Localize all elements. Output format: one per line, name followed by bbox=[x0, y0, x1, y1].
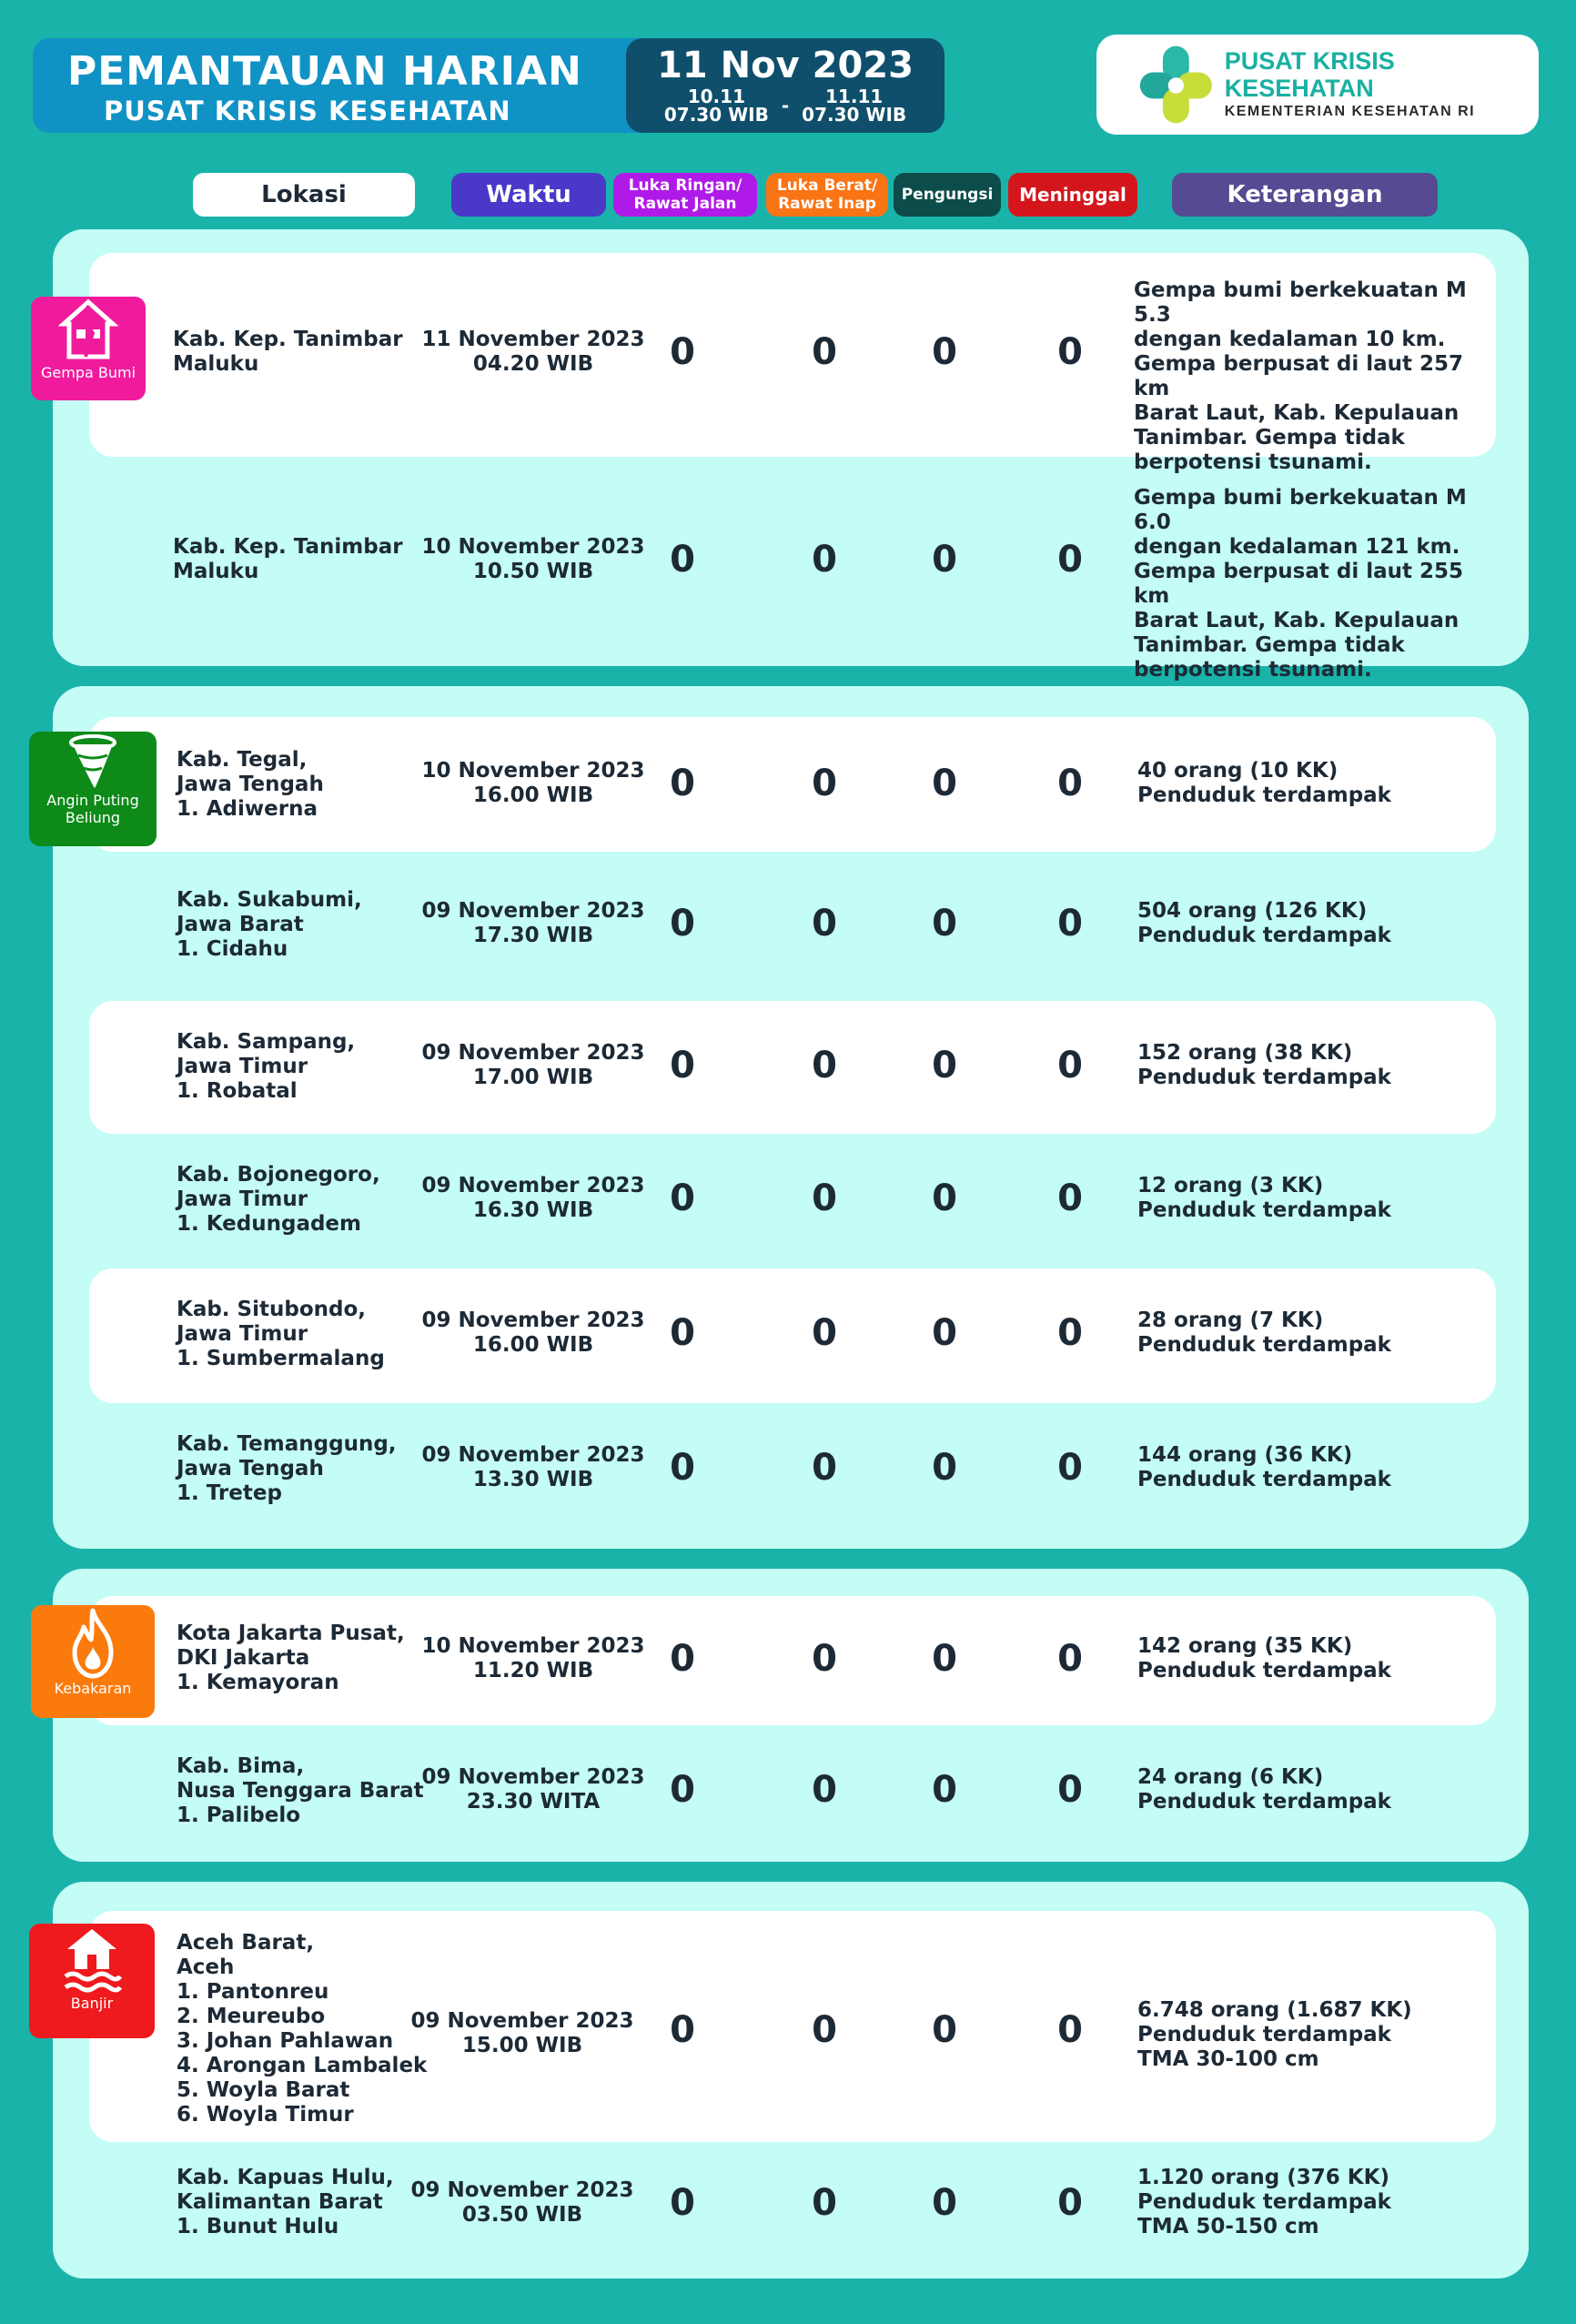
row-location: Kab. Sampang, Jawa Timur 1. Robatal bbox=[177, 1030, 356, 1103]
meninggal-value: 0 bbox=[1057, 763, 1083, 804]
row-time: 03.50 WIB bbox=[461, 2203, 583, 2227]
table-row bbox=[89, 1139, 1496, 1268]
row-note: Gempa bumi berkekuatan M 6.0 dengan kedalaman 121 km. Gempa berpusat di laut 255 km Barat Laut, Kab. Kepulauan Tanimbar. Gempa tidak berpotensi tsunami. bbox=[1134, 486, 1467, 682]
meninggal-value: 0 bbox=[1057, 1177, 1083, 1219]
row-date: 09 November 2023 bbox=[421, 899, 645, 923]
range-start bbox=[664, 87, 769, 124]
meninggal-value: 0 bbox=[1057, 1638, 1083, 1680]
table-row bbox=[89, 1911, 1496, 2142]
luka-berat-value: 0 bbox=[812, 1447, 837, 1489]
row-time: 13.30 WIB bbox=[472, 1468, 594, 1491]
table-row bbox=[89, 1268, 1496, 1403]
title-banner bbox=[33, 38, 945, 133]
pengungsi-value: 0 bbox=[932, 1177, 957, 1219]
row-time: 23.30 WITA bbox=[466, 1790, 601, 1814]
pengungsi-value: 0 bbox=[932, 1638, 957, 1680]
row-datetime bbox=[406, 759, 661, 808]
row-note: 504 orang (126 KK) Penduduk terdampak bbox=[1137, 899, 1391, 947]
row-datetime bbox=[406, 535, 661, 584]
row-location: Kab. Bima, Nusa Tenggara Barat 1. Palibelo bbox=[177, 1754, 424, 1827]
row-datetime bbox=[406, 1443, 661, 1492]
report-date: 11 Nov 2023 bbox=[657, 45, 914, 86]
table-row bbox=[89, 253, 1496, 474]
column-header-meninggal: Meninggal bbox=[1008, 173, 1137, 217]
section-kebakaran bbox=[53, 1569, 1529, 1862]
category-badge-angin-puting-beliung bbox=[29, 732, 157, 846]
luka-berat-value: 0 bbox=[812, 539, 837, 581]
row-location: Kab. Kapuas Hulu, Kalimantan Barat 1. Bunut Hulu bbox=[177, 2166, 394, 2238]
row-location: Kab. Temanggung, Jawa Tengah 1. Tretep bbox=[177, 1432, 397, 1505]
category-badge-kebakaran bbox=[31, 1605, 155, 1718]
range-end bbox=[802, 87, 906, 124]
row-datetime bbox=[406, 1634, 661, 1683]
row-note: 28 orang (7 KK) Penduduk terdampak bbox=[1137, 1309, 1391, 1357]
row-date: 09 November 2023 bbox=[421, 1443, 645, 1467]
luka-ringan-value: 0 bbox=[670, 539, 695, 581]
pengungsi-value: 0 bbox=[932, 1447, 957, 1489]
row-datetime bbox=[406, 899, 661, 948]
row-date: 09 November 2023 bbox=[421, 1309, 645, 1332]
table-row bbox=[89, 2146, 1496, 2275]
row-time: 15.00 WIB bbox=[461, 2034, 583, 2057]
row-time: 17.30 WIB bbox=[472, 924, 594, 947]
row-time: 16.00 WIB bbox=[472, 783, 594, 807]
table-row bbox=[89, 857, 1496, 986]
pengungsi-value: 0 bbox=[932, 539, 957, 581]
section-angin-puting-beliung bbox=[53, 686, 1529, 1549]
luka-ringan-value: 0 bbox=[670, 1447, 695, 1489]
pengungsi-value: 0 bbox=[932, 331, 957, 373]
column-header-pengungsi: Pengungsi bbox=[894, 173, 1001, 217]
meninggal-value: 0 bbox=[1057, 2009, 1083, 2051]
luka-ringan-label-2: Rawat Jalan bbox=[633, 195, 737, 213]
row-note: 1.120 orang (376 KK) Penduduk terdampak TMA 50-150 cm bbox=[1137, 2166, 1391, 2238]
row-note: 12 orang (3 KK) Penduduk terdampak bbox=[1137, 1174, 1391, 1222]
page-title: PEMANTAUAN HARIAN bbox=[67, 48, 582, 95]
tornado-icon bbox=[66, 732, 120, 792]
luka-ringan-value: 0 bbox=[670, 903, 695, 945]
luka-ringan-value: 0 bbox=[670, 2009, 695, 2051]
title-block bbox=[33, 38, 626, 133]
range-start-date: 10.11 bbox=[687, 86, 745, 107]
row-note: 40 orang (10 KK) Penduduk terdampak bbox=[1137, 759, 1391, 807]
section-banjir bbox=[53, 1882, 1529, 2279]
row-time: 10.50 WIB bbox=[472, 560, 594, 583]
luka-ringan-value: 0 bbox=[670, 1769, 695, 1811]
pengungsi-value: 0 bbox=[932, 763, 957, 804]
meninggal-value: 0 bbox=[1057, 331, 1083, 373]
column-header-waktu: Waktu bbox=[451, 173, 606, 217]
row-date: 09 November 2023 bbox=[421, 1041, 645, 1065]
ministry-logo bbox=[1096, 35, 1539, 135]
fire-icon bbox=[66, 1605, 120, 1680]
row-datetime bbox=[406, 328, 661, 377]
luka-berat-value: 0 bbox=[812, 2009, 837, 2051]
section-gempa-bumi bbox=[53, 229, 1529, 682]
luka-berat-label-1: Luka Berat/ bbox=[776, 177, 878, 195]
pengungsi-value: 0 bbox=[932, 1045, 957, 1086]
luka-ringan-label-1: Luka Ringan/ bbox=[628, 177, 743, 195]
row-datetime bbox=[406, 1309, 661, 1358]
luka-ringan-value: 0 bbox=[670, 763, 695, 804]
luka-berat-value: 0 bbox=[812, 903, 837, 945]
table-row bbox=[89, 717, 1496, 852]
column-header-luka-berat bbox=[766, 173, 888, 217]
luka-ringan-value: 0 bbox=[670, 1312, 695, 1354]
luka-berat-label-2: Rawat Inap bbox=[778, 195, 876, 213]
column-header-lokasi: Lokasi bbox=[193, 173, 415, 217]
row-date: 11 November 2023 bbox=[421, 328, 645, 351]
pengungsi-value: 0 bbox=[932, 2009, 957, 2051]
meninggal-value: 0 bbox=[1057, 1312, 1083, 1354]
row-location: Aceh Barat, Aceh 1. Pantonreu 2. Meureubo 3. Johan Pahlawan 4. Arongan Lambalek 5. Woyla Barat 6. Woyla Timur bbox=[177, 1931, 428, 2127]
category-label: Angin Puting Beliung bbox=[46, 792, 139, 826]
row-note: 152 orang (38 KK) Penduduk terdampak bbox=[1137, 1041, 1391, 1089]
luka-berat-value: 0 bbox=[812, 1638, 837, 1680]
row-location: Kab. Sukabumi, Jawa Barat 1. Cidahu bbox=[177, 888, 362, 961]
row-location: Kab. Tegal, Jawa Tengah 1. Adiwerna bbox=[177, 748, 324, 821]
range-end-time: 07.30 WIB bbox=[802, 104, 907, 126]
row-note: 24 orang (6 KK) Penduduk terdampak bbox=[1137, 1765, 1391, 1814]
table-row bbox=[89, 1729, 1496, 1858]
row-note: 144 orang (36 KK) Penduduk terdampak bbox=[1137, 1443, 1391, 1491]
pengungsi-value: 0 bbox=[932, 1312, 957, 1354]
row-location: Kota Jakarta Pusat, DKI Jakarta 1. Kemayoran bbox=[177, 1622, 405, 1694]
report-date-block bbox=[626, 38, 945, 133]
row-datetime bbox=[406, 1765, 661, 1814]
health-cross-logo-icon bbox=[1137, 41, 1216, 128]
row-datetime bbox=[395, 2009, 650, 2058]
meninggal-value: 0 bbox=[1057, 539, 1083, 581]
logo-line-1: PUSAT KRISIS KESEHATAN bbox=[1224, 47, 1395, 102]
row-time: 11.20 WIB bbox=[472, 1659, 594, 1682]
category-label: Kebakaran bbox=[54, 1680, 132, 1697]
row-datetime bbox=[395, 2178, 650, 2228]
category-label: Gempa Bumi bbox=[40, 364, 136, 381]
pengungsi-value: 0 bbox=[932, 1769, 957, 1811]
luka-ringan-value: 0 bbox=[670, 331, 695, 373]
column-header-luka-ringan bbox=[613, 173, 757, 217]
row-note: 142 orang (35 KK) Penduduk terdampak bbox=[1137, 1634, 1391, 1682]
row-date: 09 November 2023 bbox=[421, 1765, 645, 1789]
meninggal-value: 0 bbox=[1057, 2182, 1083, 2224]
luka-berat-value: 0 bbox=[812, 763, 837, 804]
row-date: 10 November 2023 bbox=[421, 535, 645, 559]
luka-ringan-value: 0 bbox=[670, 1177, 695, 1219]
row-date: 09 November 2023 bbox=[410, 2178, 634, 2202]
luka-ringan-value: 0 bbox=[670, 2182, 695, 2224]
range-end-date: 11.11 bbox=[825, 86, 884, 107]
row-location: Kab. Bojonegoro, Jawa Timur 1. Kedungadem bbox=[177, 1163, 380, 1236]
range-separator: - bbox=[781, 95, 790, 116]
range-start-time: 07.30 WIB bbox=[663, 104, 769, 126]
pengungsi-value: 0 bbox=[932, 903, 957, 945]
page-subtitle: PUSAT KRISIS KESEHATAN bbox=[104, 96, 511, 126]
category-badge-gempa-bumi bbox=[31, 297, 146, 400]
meninggal-value: 0 bbox=[1057, 1447, 1083, 1489]
row-time: 16.00 WIB bbox=[472, 1333, 594, 1357]
luka-berat-value: 0 bbox=[812, 1769, 837, 1811]
category-badge-banjir bbox=[29, 1924, 155, 2038]
row-location: Kab. Kep. Tanimbar Maluku bbox=[173, 535, 403, 583]
row-date: 09 November 2023 bbox=[410, 2009, 634, 2033]
row-note: Gempa bumi berkekuatan M 5.3 dengan kedalaman 10 km. Gempa berpusat di laut 257 km Barat Laut, Kab. Kepulauan Tanimbar. Gempa tidak berpotensi tsunami. bbox=[1134, 278, 1467, 474]
luka-berat-value: 0 bbox=[812, 1177, 837, 1219]
luka-berat-value: 0 bbox=[812, 2182, 837, 2224]
meninggal-value: 0 bbox=[1057, 1769, 1083, 1811]
luka-berat-value: 0 bbox=[812, 1312, 837, 1354]
house-crack-icon bbox=[58, 297, 118, 364]
row-time: 17.00 WIB bbox=[472, 1066, 594, 1089]
table-row bbox=[89, 1405, 1496, 1540]
luka-berat-value: 0 bbox=[812, 331, 837, 373]
table-row bbox=[89, 1001, 1496, 1134]
table-row bbox=[89, 462, 1496, 682]
row-location: Kab. Situbondo, Jawa Timur 1. Sumbermalang bbox=[177, 1298, 385, 1370]
row-note: 6.748 orang (1.687 KK) Penduduk terdampak TMA 30-100 cm bbox=[1137, 1998, 1412, 2071]
meninggal-value: 0 bbox=[1057, 903, 1083, 945]
row-date: 10 November 2023 bbox=[421, 1634, 645, 1658]
row-datetime bbox=[406, 1041, 661, 1090]
luka-ringan-value: 0 bbox=[670, 1638, 695, 1680]
report-range bbox=[626, 87, 945, 124]
logo-text bbox=[1225, 47, 1539, 122]
row-date: 10 November 2023 bbox=[421, 759, 645, 783]
row-date: 09 November 2023 bbox=[421, 1174, 645, 1197]
category-label: Banjir bbox=[70, 1995, 114, 2012]
row-time: 16.30 WIB bbox=[472, 1198, 594, 1222]
flood-house-icon bbox=[60, 1924, 124, 1995]
logo-line-2: KEMENTERIAN KESEHATAN RI bbox=[1224, 104, 1476, 119]
row-datetime bbox=[406, 1174, 661, 1223]
table-row bbox=[89, 1596, 1496, 1725]
pengungsi-value: 0 bbox=[932, 2182, 957, 2224]
row-location: Kab. Kep. Tanimbar Maluku bbox=[173, 328, 403, 376]
luka-berat-value: 0 bbox=[812, 1045, 837, 1086]
luka-ringan-value: 0 bbox=[670, 1045, 695, 1086]
column-header-keterangan: Keterangan bbox=[1172, 173, 1438, 217]
meninggal-value: 0 bbox=[1057, 1045, 1083, 1086]
row-time: 04.20 WIB bbox=[472, 352, 594, 376]
